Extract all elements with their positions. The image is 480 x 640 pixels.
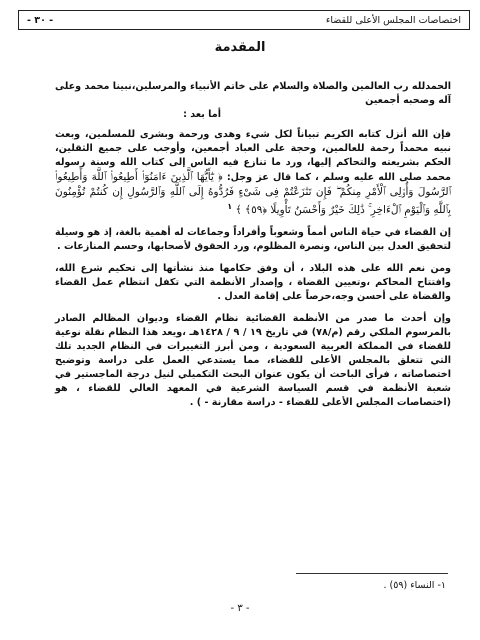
header-page-number: - ٣٠ -	[27, 14, 54, 26]
revelation-text: فإن الله أنزل كتابه الكريم تبياناً لكل شيء وهدى ورحمة وبشرى للمسلمين، وبعث نبيه محمداً رحمة للعالمين، وحجة على العباد أجمعين، وأوجب على جميع الثقلين، الحكم بشريعته والتحاكم إليها، ورد ما تنازع فيه الناس إلى كتاب الله وسنة رسوله محمد صلى الله عليه وسلم ، كما قال عز وجل:	[55, 129, 451, 183]
page-title: المقدمة	[214, 40, 266, 55]
paragraph-system: وإن أحدث ما صدر من الأنظمة القضائية نظام القضاء وديوان المظالم الصادر بالمرسوم الملكي رقم (م/٧٨) في تاريخ ١٩ / ٩ / ١٤٢٨هـ ،ويعد هذا النظام نقلة نوعية للقضاء في المملكة العربية السعودية ، ومن أبرز التغييرات في النظام الجديد تلك التي تتعلق بالمجلس الأعلى للقضاء، مما يستدعي العمل على دراسة وتوضيح اختصاصاته ، فرأى الباحث أن يكون عنوان البحث التكميلي لنيل درجة الماجستير في شعبة الأنظمة في قسم السياسة الشرعية في المعهد العالي للقضاء ، هو (اختصاصات المجلس الأعلى للقضاء - دراسة مقارنة - ) .	[55, 313, 452, 409]
body-text	[55, 80, 451, 418]
paragraph-importance: إن القضاء في حياة الناس أمماً وشعوباً وأفراداً وجماعات له أهمية بالغة، إذ هو وسيلة لتحقيق العدل بين الناس، ونصرة المظلوم، ورد الحقوق لأصحابها، وحسم المنازعات .	[55, 227, 451, 253]
footnote-ref[interactable]: ١	[227, 202, 233, 211]
paragraph-opening	[55, 80, 451, 122]
page-number: - ٣ -	[230, 603, 250, 614]
paragraph-blessings: ومن نعم الله على هذه البلاد ، أن وفق حكامها منذ نشأتها إلى تحكيم شرع الله، وافتتاح المحاكم ،وتعيين القضاة ، وإصدار الأنظمة التي تكفل انتظام عمل القضاء والقضاة على أحسن وجه،حرصاً على إقامة العدل .	[55, 263, 451, 303]
paragraph-revelation	[55, 128, 451, 218]
amma-bad: أما بعد :	[183, 109, 221, 120]
opening-text: الحمدلله رب العالمين والصلاة والسلام على خاتم الأنبياء والمرسلين،نبينا محمد وعلى آله وصحبه أجمعين	[55, 81, 451, 106]
header-title: اختصاصات المجلس الأعلى للقضاء	[325, 14, 461, 26]
footnote: ١- النساء (٥٩) .	[383, 580, 446, 591]
running-header	[18, 10, 470, 30]
footnote-separator	[296, 573, 448, 574]
quran-verse: ﴿ يَٰٓأَيُّهَا ٱلَّذِينَ ءَامَنُوٓا۟ أَطِيعُوا۟ ٱللَّهَ وَأَطِيعُوا۟ ٱلرَّسُولَ وَأُو۟لِى ٱلْأَمْرِ مِنكُمْ ۖ فَإِن تَنَٰزَعْتُمْ فِى شَىْءٍ فَرُدُّوهُ إِلَى ٱللَّهِ وَٱلرَّسُولِ إِن كُنتُمْ تُؤْمِنُونَ بِٱللَّهِ وَٱلْيَوْمِ ٱلْءَاخِرِ ۚ ذَٰلِكَ خَيْرٌ وَأَحْسَنُ تَأْوِيلًا ﴿٥٩﴾ ﴾	[55, 171, 451, 217]
